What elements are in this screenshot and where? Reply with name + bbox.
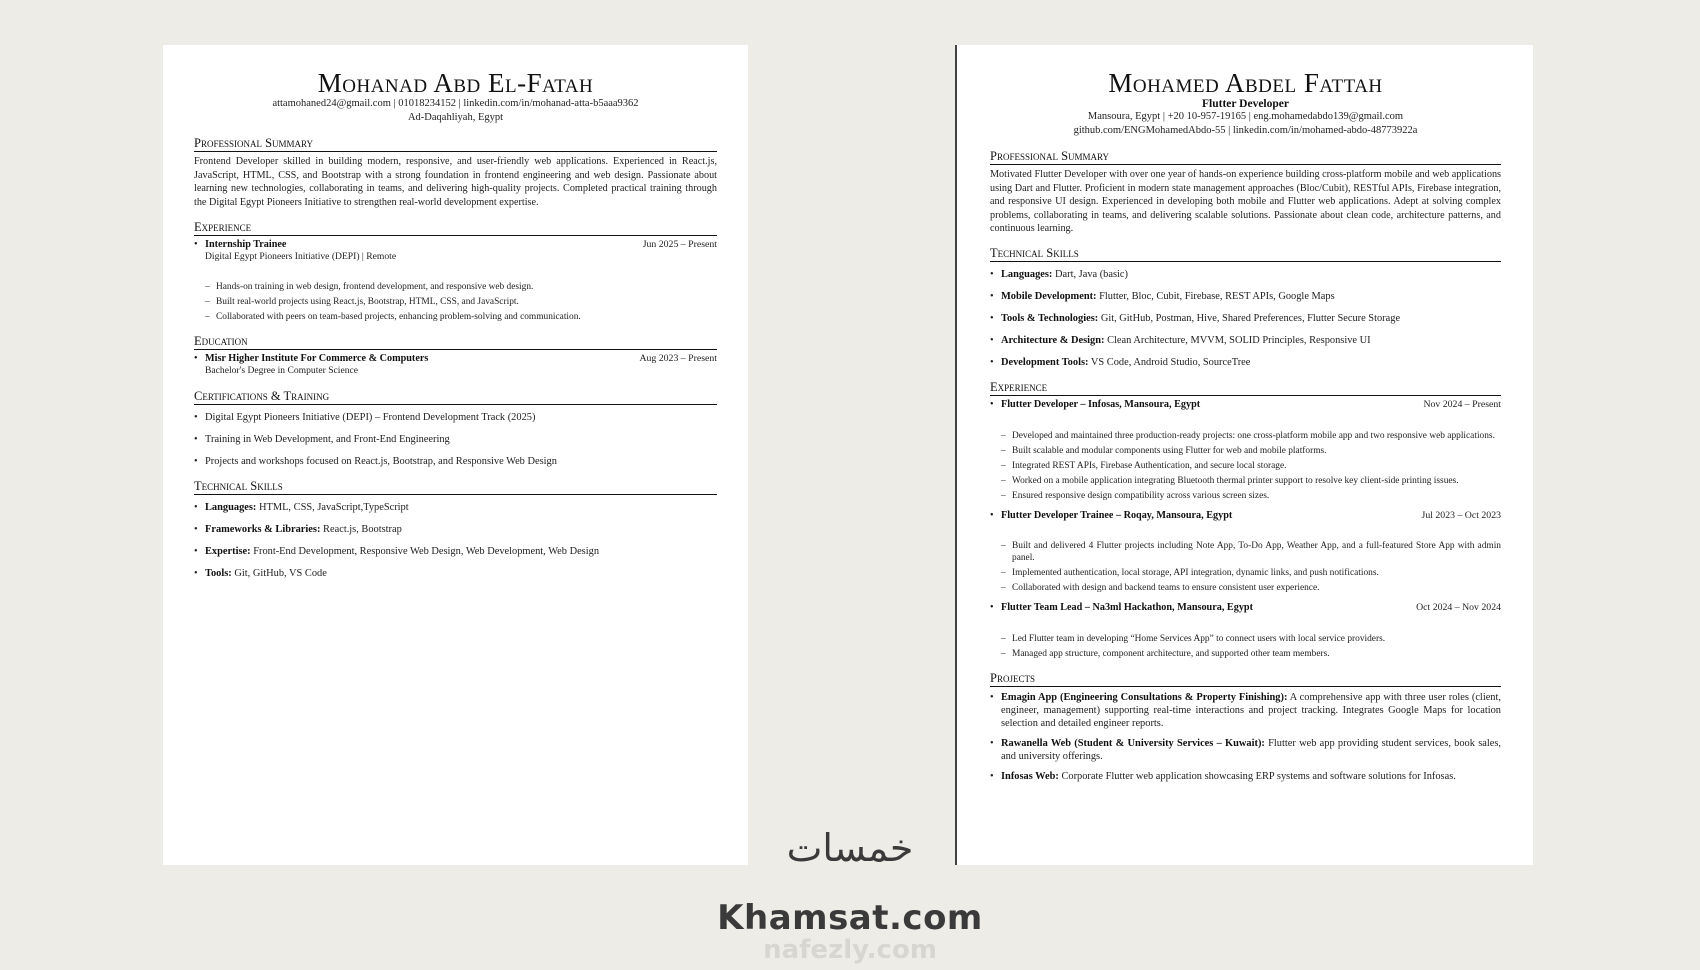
skills-list (990, 268, 1501, 369)
resume-name: Mohamed Abdel Fattah (1108, 68, 1383, 98)
resume-page-right (955, 45, 1533, 865)
list-item: • Mobile Development: Flutter, Bloc, Cubit, Firebase, REST APIs, Google Maps (990, 291, 1335, 303)
bullet-icon: • (194, 352, 198, 364)
list-item: – Collaborated with peers on team-based projects, enhancing problem-solving and communication. (205, 311, 581, 322)
list-item: – Developed and maintained three production-ready projects: one cross-platform mobile app and two responsive web applications. (1001, 430, 1495, 441)
list-item: • Expertise: Front-End Development, Responsive Web Design, Web Development, Web Design (194, 545, 600, 557)
experience-points (990, 633, 1501, 660)
list-item: • Languages: Dart, Java (basic) (990, 269, 1128, 281)
entry-date: Jun 2025 – Present (642, 238, 717, 250)
list-item: – Implemented authentication, local storage, API integration, dynamic links, and push notifications. (1001, 568, 1379, 579)
list-item: – Led Flutter team in developing “Home Services App” to connect users with local service providers. (1001, 633, 1386, 644)
bullet-icon: • (990, 399, 994, 411)
entry-date: Nov 2024 – Present (1423, 399, 1501, 411)
section-title-experience: Experience (990, 380, 1501, 396)
entry-date: Jul 2023 – Oct 2023 (1421, 509, 1501, 521)
list-item: • Tools & Technologies: Git, GitHub, Postman, Hive, Shared Preferences, Flutter Secure Storage (990, 313, 1401, 325)
links-line: github.com/ENGMohamedAbdo-55 | linkedin.com/in/mohamed-abdo-48773922a (1073, 125, 1418, 137)
section-title-education: Education (194, 334, 717, 350)
watermark-faint: nafezly.com (763, 935, 937, 965)
list-item: – Worked on a mobile application integrating Bluetooth thermal printer support to resolve key client-side printing issues. (1001, 475, 1459, 486)
entry-date: Oct 2024 – Nov 2024 (1416, 602, 1501, 614)
experience-points (990, 540, 1501, 594)
list-item: – Ensured responsive design compatibility across various screen sizes. (1001, 490, 1270, 501)
list-item: • Training in Web Development, and Front-End Engineering (194, 433, 450, 445)
list-item: • Projects and workshops focused on React.js, Bootstrap, and Responsive Web Design (194, 455, 557, 467)
section-title-projects: Projects (990, 671, 1501, 687)
list-item: – Collaborated with design and backend teams to ensure consistent user experience. (1001, 583, 1320, 594)
skills-list (194, 501, 717, 580)
experience-entry (990, 399, 1501, 412)
list-item: – Built and delivered 4 Flutter projects including Note App, To-Do App, Weather App, and a full-featured Store App with admin panel. (1001, 541, 1501, 564)
resume-page-left (163, 45, 748, 865)
summary-text: Frontend Developer skilled in building modern, responsive, and user-friendly web applications. Experienced in React.js, JavaScript, HTML, CSS, and Bootstrap with a strong foundation in frontend engineering and web design. Passionate about learning new technologies, collaborating in teams, and delivering high-quality projects. Completed practical training through the Digital Egypt Pioneers Initiative to strengthen real-world development expertise. (194, 156, 717, 208)
list-item: • Languages: HTML, CSS, JavaScript,TypeScript (194, 501, 409, 513)
list-item: – Built real-world projects using React.js, Bootstrap, HTML, CSS, and JavaScript. (205, 296, 519, 307)
experience-points (990, 430, 1501, 502)
section-title-summary: Professional Summary (194, 136, 717, 152)
watermark-arabic: خمسات (786, 826, 914, 870)
section-title-skills: Technical Skills (990, 246, 1501, 262)
contact-line: attamohaned24@gmail.com | 01018234152 | linkedin.com/in/mohanad-atta-b5aaa9362 (272, 98, 639, 110)
watermark-latin: Khamsat.com (717, 898, 983, 938)
entry-title: Flutter Developer Trainee – Roqay, Mansoura, Egypt (1001, 509, 1233, 521)
location-line: Ad-Daqahliyah, Egypt (407, 112, 504, 124)
list-item: • Emagin App (Engineering Consultations & Property Finishing): A comprehensive app with three user roles (client, engineer, management) supporting real-time interactions and project tracking. Integrates Google Maps for location selection and detailed engineer reports. (990, 691, 1501, 729)
section-title-certifications: Certifications & Training (194, 389, 717, 405)
experience-points (194, 281, 717, 323)
certifications-list (194, 411, 717, 468)
resume-name: Mohanad Abd El-Fatah (317, 68, 594, 98)
bullet-icon: • (990, 602, 994, 614)
experience-entry (194, 239, 717, 264)
list-item: • Infosas Web: Corporate Flutter web application showcasing ERP systems and software solutions for Infosas. (990, 770, 1456, 782)
summary-text: Motivated Flutter Developer with over one year of hands-on experience building cross-platform mobile and web applications using Dart and Flutter. Proficient in modern state management approaches (Bloc/Cubit), RESTful APIs, Firebase integration, and responsive UI design. Experienced in developing both mobile and Flutter web applications. Adept at solving complex problems, collaborating in teams, and delivering scalable solutions. Passionate about clean code, architecture patterns, and continuous learning. (990, 169, 1501, 234)
section-title-skills: Technical Skills (194, 479, 717, 495)
entry-subtitle: Digital Egypt Pioneers Initiative (DEPI) | Remote (205, 251, 397, 263)
list-item: • Development Tools: VS Code, Android Studio, SourceTree (990, 357, 1251, 369)
entry-title: Internship Trainee (205, 238, 287, 250)
list-item: • Tools: Git, GitHub, VS Code (194, 567, 327, 579)
experience-entry (990, 510, 1501, 523)
list-item: • Frameworks & Libraries: React.js, Bootstrap (194, 523, 402, 535)
list-item: – Hands-on training in web design, frontend development, and responsive web design. (205, 281, 534, 292)
entry-title: Flutter Team Lead – Na3ml Hackathon, Mansoura, Egypt (1001, 602, 1253, 614)
list-item: • Architecture & Design: Clean Architecture, MVVM, SOLID Principles, Responsive UI (990, 335, 1371, 347)
list-item: – Managed app structure, component architecture, and supported other team members. (1001, 648, 1330, 659)
list-item: – Integrated REST APIs, Firebase Authentication, and secure local storage. (1001, 460, 1287, 471)
entry-title: Flutter Developer – Infosas, Mansoura, Egypt (1001, 399, 1201, 411)
section-title-summary: Professional Summary (990, 149, 1501, 165)
list-item: • Rawanella Web (Student & University Services – Kuwait): Flutter web app providing student services, book sales, and university offerings. (990, 737, 1501, 762)
experience-entry (990, 602, 1501, 615)
entry-date: Aug 2023 – Present (639, 352, 717, 364)
bullet-icon: • (194, 238, 198, 250)
entry-title: Misr Higher Institute For Commerce & Computers (205, 352, 429, 364)
entry-subtitle: Bachelor's Degree in Computer Science (205, 365, 359, 377)
list-item: – Built scalable and modular components using Flutter for web and mobile platforms. (1001, 445, 1327, 456)
contact-line: Mansoura, Egypt | +20 10-957-19165 | eng.mohamedabdo139@gmail.com (1087, 111, 1404, 123)
projects-list (990, 691, 1501, 783)
list-item: • Digital Egypt Pioneers Initiative (DEPI) – Frontend Development Track (2025) (194, 411, 536, 423)
education-entry (194, 353, 717, 378)
section-title-experience: Experience (194, 220, 717, 236)
job-role: Flutter Developer (1202, 98, 1289, 111)
bullet-icon: • (990, 509, 994, 521)
